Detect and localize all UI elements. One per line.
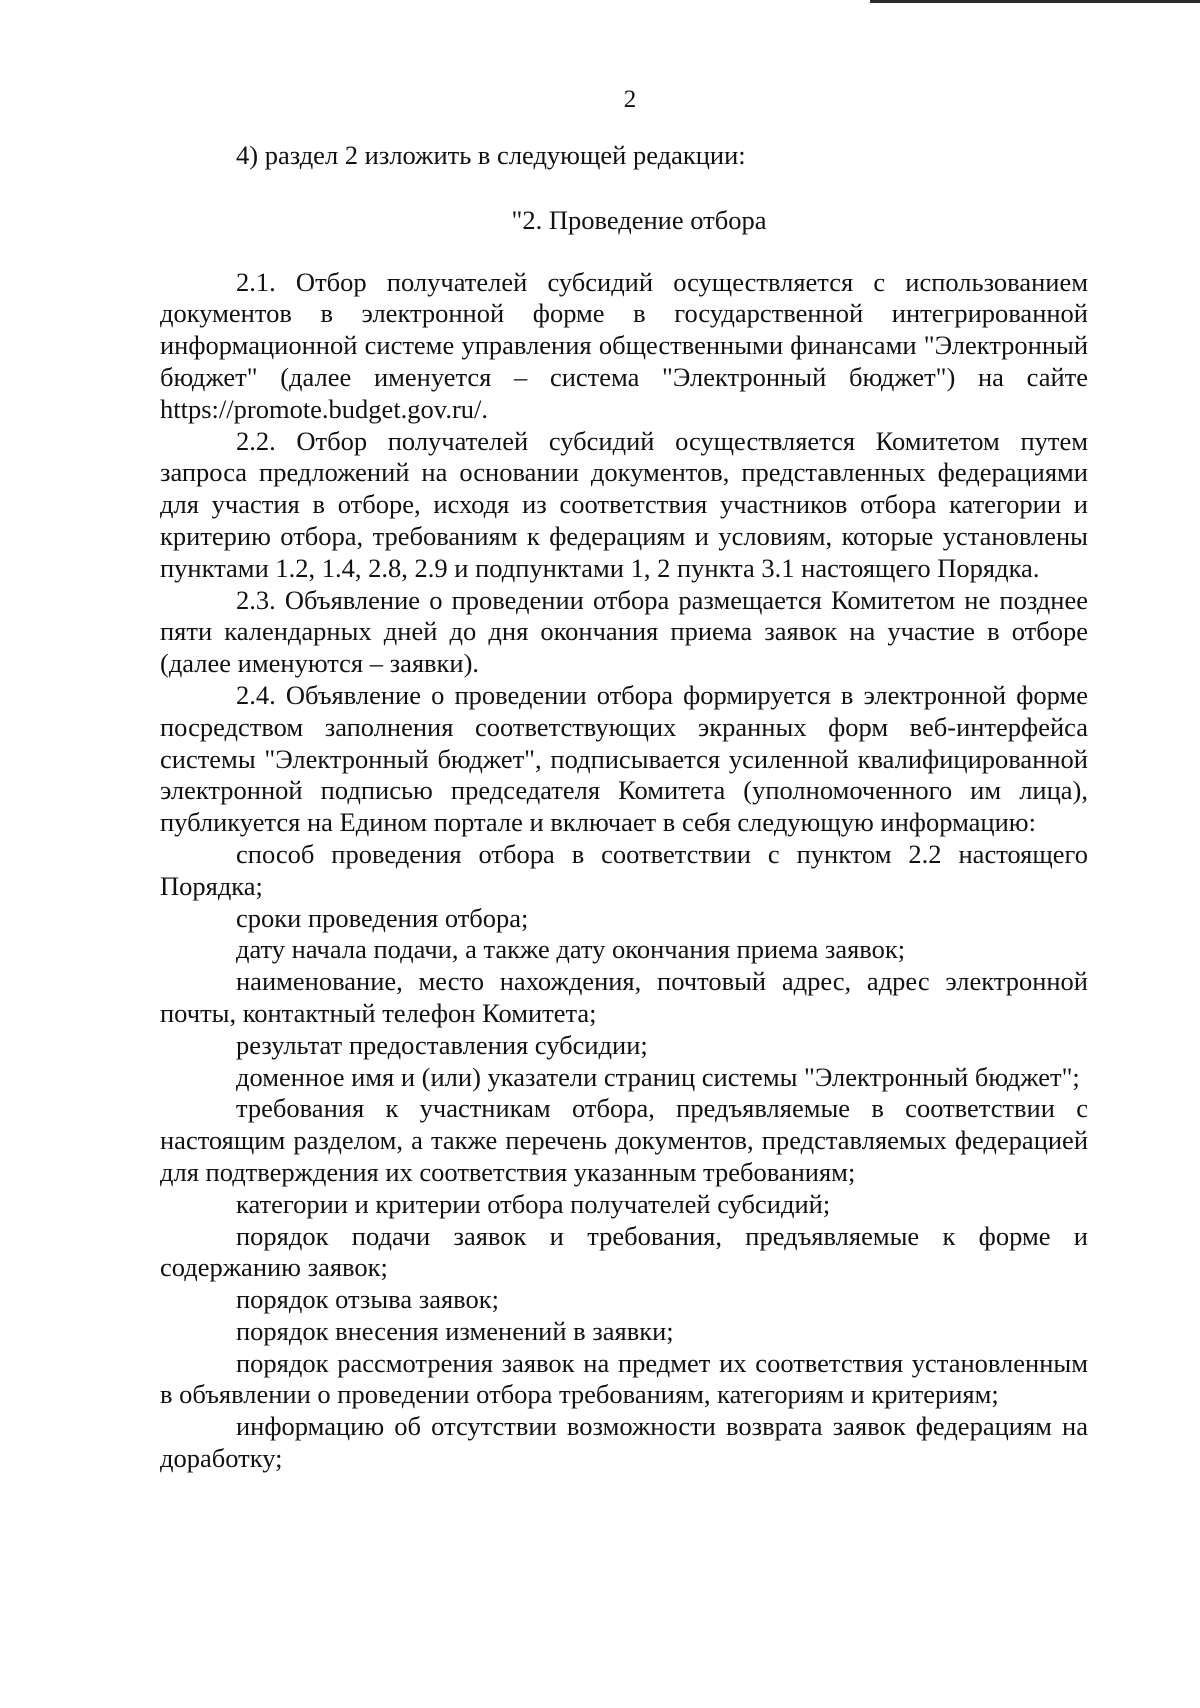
list-item-participant-requirements: требования к участникам отбора, предъявляемые в соответствии с настоящим разделом, а также перечень документов, представляемых федерацией для подтверждения их соответствия указанным требованиям;	[160, 1093, 1088, 1187]
scan-edge-line	[870, 0, 1200, 3]
list-item-no-return-info: информацию об отсутствии возможности возврата заявок федерациям на доработку;	[160, 1411, 1088, 1474]
list-item-withdrawal-procedure: порядок отзыва заявок;	[236, 1284, 499, 1315]
list-item-selection-criteria: категории и критерии отбора получателей субсидий;	[236, 1188, 831, 1219]
paragraph-2-1: 2.1. Отбор получателей субсидий осуществляется с использованием документов в электронной форме в государственной интегрированной информационной системе управления общественными финансами "Электронный бюджет" (далее именуется – система "Электронный бюджет") на сайте https://promote.budget.gov.ru/.	[160, 266, 1088, 424]
list-item-selection-method: способ проведения отбора в соответствии с пунктом 2.2 настоящего Порядка;	[160, 838, 1088, 901]
list-item-review-procedure: порядок рассмотрения заявок на предмет их соответствия установленным в объявлении о проведении отбора требованиям, категориям и критериям;	[160, 1347, 1088, 1410]
list-item-domain-name: доменное имя и (или) указатели страниц системы "Электронный бюджет";	[236, 1061, 1080, 1092]
list-item-submission-procedure: порядок подачи заявок и требования, предъявляемые к форме и содержанию заявок;	[160, 1220, 1088, 1283]
paragraph-2-4: 2.4. Объявление о проведении отбора формируется в электронной форме посредством заполнения соответствующих экранных форм веб-интерфейса системы "Электронный бюджет", подписывается усиленной квалифицированной электронной подписью председателя Комитета (уполномоченного им лица), публикуется на Едином портале и включает в себя следующую информацию:	[160, 679, 1088, 838]
list-item-submission-dates: дату начала подачи, а также дату окончания приема заявок;	[236, 934, 906, 965]
paragraph-2-2: 2.2. Отбор получателей субсидий осуществляется Комитетом путем запроса предложений на основании документов, представленных федерациями для участия в отборе, исходя из соответствия участников отбора категории и критерию отбора, требованиям к федерациям и условиям, которые установлены пунктами 1.2, 1.4, 2.8, 2.9 и подпунктами 1, 2 пункта 3.1 настоящего Порядка.	[160, 425, 1088, 583]
paragraph-2-3: 2.3. Объявление о проведении отбора размещается Комитетом не позднее пяти календарных дней до дня окончания приема заявок на участие в отборе (далее именуются – заявки).	[160, 584, 1088, 679]
list-item-committee-contacts: наименование, место нахождения, почтовый адрес, адрес электронной почты, контактный телефон Комитета;	[160, 966, 1088, 1028]
list-item-amendment-procedure: порядок внесения изменений в заявки;	[236, 1315, 674, 1346]
list-item-selection-terms: сроки проведения отбора;	[236, 902, 529, 933]
document-body	[160, 140, 1088, 1475]
intro-line: 4) раздел 2 изложить в следующей редакции:	[236, 140, 746, 170]
list-item-subsidy-result: результат предоставления субсидии;	[236, 1029, 648, 1060]
section-heading: "2. Проведение отбора	[511, 204, 767, 235]
page-number: 2	[623, 86, 637, 113]
